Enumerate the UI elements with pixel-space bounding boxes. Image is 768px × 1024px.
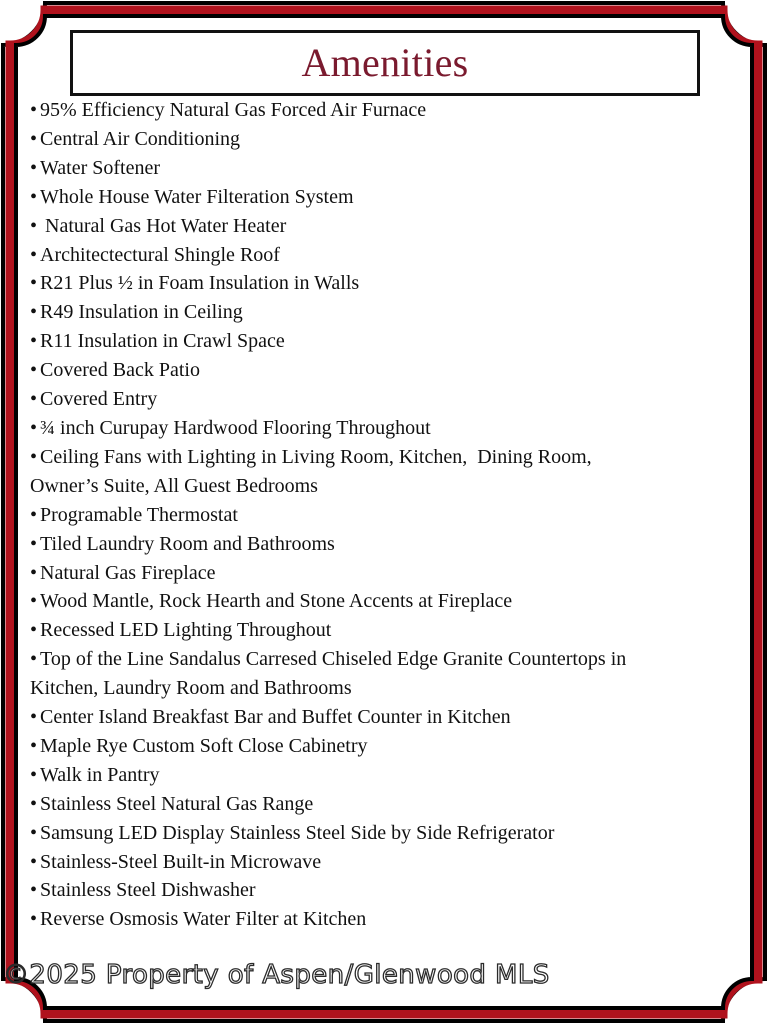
amenity-text: Wood Mantle, Rock Hearth and Stone Accents at Fireplace [40,590,513,613]
amenity-item [30,616,758,645]
bullet-marker: • [30,330,38,353]
amenity-text: Covered Entry [40,388,158,411]
amenity-text: R11 Insulation in Crawl Space [40,330,285,353]
bullet-marker: • [30,388,38,411]
amenity-item [30,443,758,472]
amenity-text: Top of the Line Sandalus Carresed Chiseled Edge Granite Countertops in [40,648,627,671]
amenity-item [30,819,758,848]
amenity-item [30,269,758,298]
page-title: Amenities [301,40,469,85]
amenity-item [30,183,758,212]
bullet-marker: • [30,850,38,873]
amenity-text: Natural Gas Fireplace [40,561,216,584]
bullet-marker: • [30,359,38,382]
amenity-item [30,703,758,732]
amenity-text: Stainless-Steel Built-in Microwave [40,850,322,873]
amenity-text: Tiled Laundry Room and Bathrooms [40,532,335,555]
amenity-item [30,530,758,559]
amenities-list [30,96,758,934]
amenity-item [30,298,758,327]
amenity-item [30,241,758,270]
amenity-item [30,732,758,761]
amenity-item [30,414,758,443]
amenity-text: Stainless Steel Dishwasher [40,879,256,902]
amenity-text: Stainless Steel Natural Gas Range [40,792,314,815]
bullet-marker: • [30,706,38,729]
amenity-text: Architectectural Shingle Roof [40,243,280,266]
amenity-text: Ceiling Fans with Lighting in Living Room, Kitchen, Dining Room, [40,445,592,468]
amenity-text: Natural Gas Hot Water Heater [40,214,287,237]
amenity-item [30,905,758,934]
amenity-item [30,125,758,154]
amenity-item [30,587,758,616]
copyright-watermark: ©2025 Property of Aspen/Glenwood MLS [3,960,550,990]
title-box [70,30,700,96]
amenity-text: Reverse Osmosis Water Filter at Kitchen [40,908,367,931]
bullet-marker: • [30,532,38,555]
amenity-item [30,848,758,877]
amenity-text: Kitchen, Laundry Room and Bathrooms [30,677,352,700]
amenity-text: Water Softener [40,156,161,179]
amenity-item [30,154,758,183]
amenity-text: 95% Efficiency Natural Gas Forced Air Furnace [40,99,427,121]
amenity-item [30,645,758,674]
bullet-marker: • [30,416,38,439]
bullet-marker: • [30,127,38,150]
amenity-text: Samsung LED Display Stainless Steel Side by Side Refrigerator [40,821,555,844]
amenity-text: Whole House Water Filteration System [40,185,354,208]
bullet-marker: • [30,821,38,844]
bullet-marker: • [30,99,38,121]
amenity-text: ¾ inch Curupay Hardwood Flooring Throughout [40,416,431,439]
bullet-marker: • [30,908,38,931]
bullet-marker: • [30,590,38,613]
amenity-item [30,501,758,530]
bullet-marker: • [30,301,38,324]
amenity-text: R21 Plus ½ in Foam Insulation in Walls [40,272,360,295]
bullet-marker: • [30,503,38,526]
amenity-text: R49 Insulation in Ceiling [40,301,243,324]
amenity-item [30,761,758,790]
amenity-text: Maple Rye Custom Soft Close Cabinetry [40,734,368,757]
bullet-marker: • [30,272,38,295]
amenity-item [30,96,758,125]
bullet-marker: • [30,619,38,642]
amenity-item [30,559,758,588]
bullet-marker: • [30,214,38,237]
bullet-marker: • [30,243,38,266]
bullet-marker: • [30,445,38,468]
amenity-text: Programable Thermostat [40,503,238,526]
bullet-marker: • [30,648,38,671]
amenity-text: Owner’s Suite, All Guest Bedrooms [30,474,318,497]
amenity-text: Recessed LED Lighting Throughout [40,619,332,642]
amenity-item [30,212,758,241]
bullet-marker: • [30,185,38,208]
amenity-item [30,327,758,356]
bullet-marker: • [30,561,38,584]
amenity-item [30,385,758,414]
amenity-item [30,356,758,385]
amenity-text: Walk in Pantry [40,763,160,786]
amenity-text: Center Island Breakfast Bar and Buffet Counter in Kitchen [40,706,511,729]
bullet-marker: • [30,156,38,179]
amenity-text: Central Air Conditioning [40,127,241,150]
bullet-marker: • [30,792,38,815]
amenity-item [30,674,758,703]
bullet-marker: • [30,763,38,786]
amenity-item [30,790,758,819]
amenity-item [30,472,758,501]
amenity-text: Covered Back Patio [40,359,200,382]
amenity-item [30,876,758,905]
bullet-marker: • [30,879,38,902]
bullet-marker: • [30,734,38,757]
